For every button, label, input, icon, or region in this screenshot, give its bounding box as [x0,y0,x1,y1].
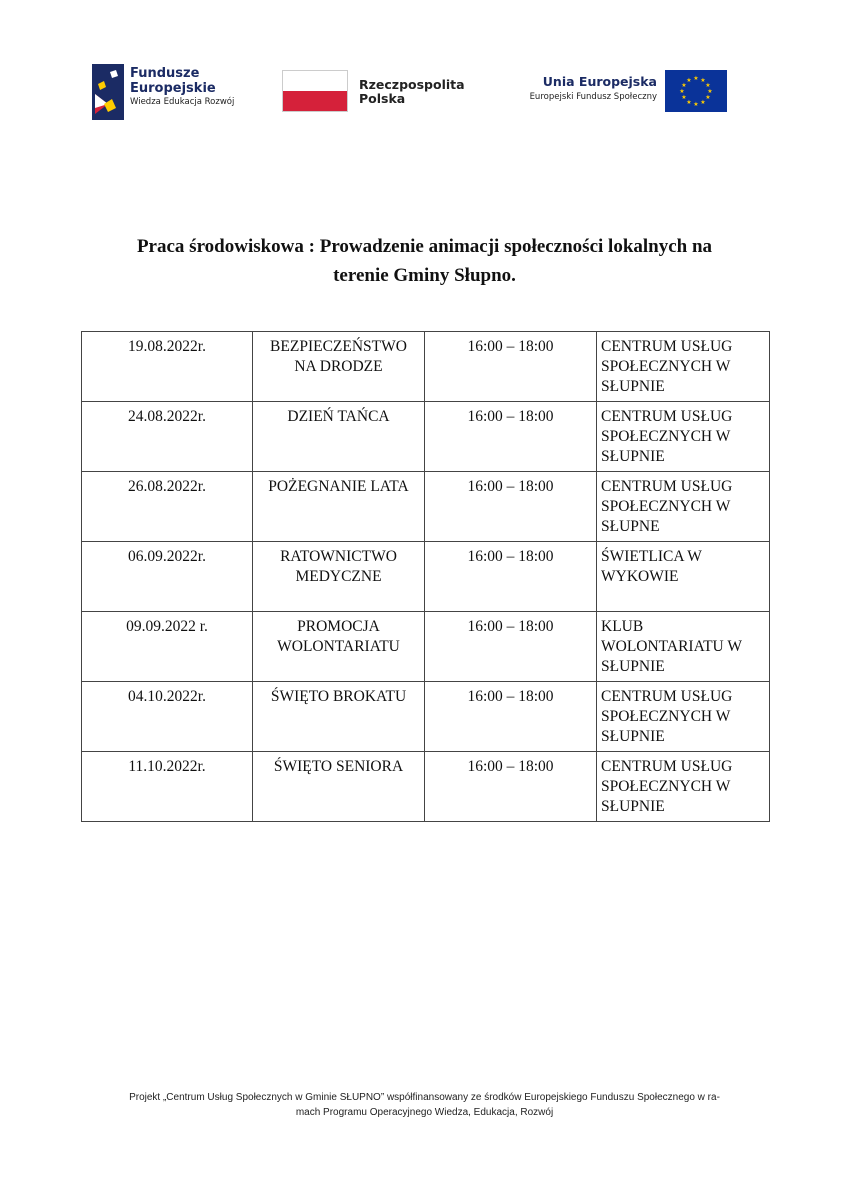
svg-text:★: ★ [705,82,711,89]
svg-text:★: ★ [707,88,713,95]
rzeczpospolita-polska-logo [282,70,482,114]
footer-line1: Projekt „Centrum Usług Społecznych w Gminie SŁUPNO” współfinansowany ze środków Europejskiego Funduszu Społecznego w ra- [129,1092,720,1103]
rp-logo-line1: Rzeczpospolita [359,77,465,92]
event-place: KLUB WOLONTARIATU W SŁUPNIE [597,612,770,682]
table-row [82,472,770,542]
event-time: 16:00 – 18:00 [425,402,597,472]
event-name: ŚWIĘTO SENIORA [253,752,425,822]
event-time: 16:00 – 18:00 [425,682,597,752]
event-time: 16:00 – 18:00 [425,752,597,822]
table-row [82,752,770,822]
event-name: PROMOCJA WOLONTARIATU [253,612,425,682]
unia-europejska-logo [505,70,727,114]
event-name: BEZPIECZEŃSTWO NA DRODZE [253,332,425,402]
document-title [60,232,789,290]
table-row [82,682,770,752]
event-place: CENTRUM USŁUG SPOŁECZNYCH W SŁUPNIE [597,402,770,472]
event-place: CENTRUM USŁUG SPOŁECZNYCH W SŁUPNIE [597,752,770,822]
eu-flag-icon [665,70,727,112]
events-table [81,331,770,822]
event-date: 09.09.2022 r. [82,612,253,682]
event-name: RATOWNICTWO MEDYCZNE [253,542,425,612]
document-title-line2: terenie Gminy Słupno. [333,265,516,286]
svg-text:★: ★ [700,77,706,84]
svg-text:★: ★ [705,94,711,101]
event-date: 24.08.2022r. [82,402,253,472]
event-place: CENTRUM USŁUG SPOŁECZNYCH W SŁUPNIE [597,332,770,402]
event-date: 11.10.2022r. [82,752,253,822]
fundusze-europejskie-logo [92,64,262,120]
document-title-line1: Praca środowiskowa : Prowadzenie animacji społeczności lokalnych na [136,236,713,257]
fundusze-europejskie-mark-icon [92,64,124,120]
table-row [82,542,770,612]
svg-text:★: ★ [679,88,685,95]
event-name: DZIEŃ TAŃCA [253,402,425,472]
svg-text:★: ★ [686,77,692,84]
svg-text:★: ★ [681,82,687,89]
event-place: CENTRUM USŁUG SPOŁECZNYCH W SŁUPNE [597,472,770,542]
rp-logo-line2: Polska [359,91,406,106]
event-date: 19.08.2022r. [82,332,253,402]
event-date: 04.10.2022r. [82,682,253,752]
logo-bar [92,60,732,122]
event-place: CENTRUM USŁUG SPOŁECZNYCH W SŁUPNIE [597,682,770,752]
table-row [82,612,770,682]
event-date: 06.09.2022r. [82,542,253,612]
svg-text:★: ★ [686,99,692,106]
ue-logo-line2: Europejski Fundusz Społeczny [529,92,657,102]
svg-text:★: ★ [693,75,699,82]
fe-logo-line2: Europejskie [130,81,216,96]
polish-flag-icon [282,70,348,112]
fe-logo-line3: Wiedza Edukacja Rozwój [130,97,235,107]
svg-text:★: ★ [681,94,687,101]
event-time: 16:00 – 18:00 [425,332,597,402]
event-time: 16:00 – 18:00 [425,542,597,612]
page-footer [70,1090,779,1120]
event-time: 16:00 – 18:00 [425,472,597,542]
event-date: 26.08.2022r. [82,472,253,542]
event-name: ŚWIĘTO BROKATU [253,682,425,752]
svg-text:★: ★ [693,101,699,108]
event-name: POŻEGNANIE LATA [253,472,425,542]
table-row [82,402,770,472]
fe-logo-line1: Fundusze [130,66,200,81]
event-time: 16:00 – 18:00 [425,612,597,682]
svg-text:★: ★ [700,99,706,106]
footer-line2: mach Programu Operacyjnego Wiedza, Edukacja, Rozwój [295,1107,554,1118]
table-row [82,332,770,402]
event-place: ŚWIETLICA W WYKOWIE [597,542,770,612]
ue-logo-line1: Unia Europejska [542,74,657,89]
